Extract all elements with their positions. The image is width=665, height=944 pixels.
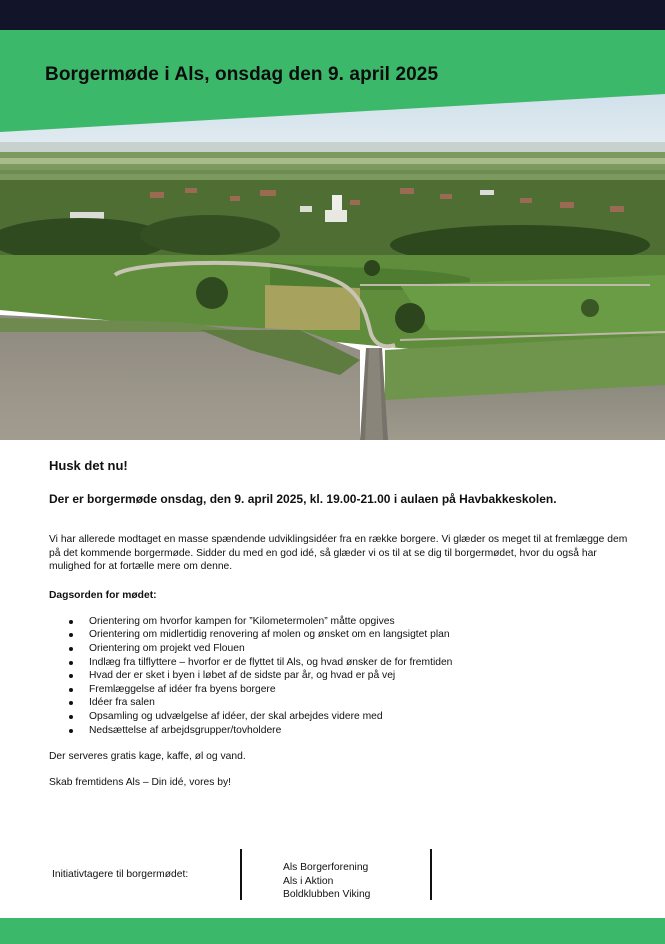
- agenda-heading: Dagsorden for mødet:: [49, 589, 157, 601]
- agenda-item: Orientering om midlertidig renovering af molen og ønsket om en langsigtet plan: [49, 628, 629, 642]
- main-content: [49, 458, 629, 788]
- organization-name: Boldklubben Viking: [283, 889, 371, 901]
- agenda-list: [49, 615, 629, 737]
- top-bar: [0, 0, 665, 30]
- agenda-item: Orientering om hvorfor kampen for ”Kilometermolen” måtte opgives: [49, 615, 629, 629]
- agenda-item: Orientering om projekt ved Flouen: [49, 642, 629, 656]
- organization-name: Als i Aktion: [283, 875, 334, 887]
- initiators-label: Initiativtagere til borgermødet:: [52, 869, 189, 880]
- divider-right: [430, 849, 432, 900]
- slogan: Skab fremtidens Als – Din idé, vores by!: [49, 777, 231, 789]
- agenda-item: Opsamling og udvælgelse af idéer, der skal arbejdes videre med: [49, 710, 629, 724]
- agenda-item: Nedsættelse af arbejdsgrupper/tovholdere: [49, 724, 629, 738]
- meeting-info: Der er borgermøde onsdag, den 9. april 2025, kl. 19.00-21.00 i aulaen på Havbakkeskolen.: [49, 492, 557, 506]
- agenda-item: Idéer fra salen: [49, 696, 629, 710]
- page-title: Borgermøde i Als, onsdag den 9. april 2025: [45, 64, 439, 85]
- agenda-item: Fremlæggelse af idéer fra byens borgere: [49, 683, 629, 697]
- hero-aerial-photo: [0, 30, 665, 440]
- organization-name: Als Borgerforening: [283, 862, 369, 873]
- organizations-list: [283, 861, 370, 902]
- refreshments-note: Der serveres gratis kage, kaffe, øl og vand.: [49, 751, 246, 763]
- intro-paragraph: Vi har allerede modtaget en masse spændende udviklingsidéer fra en række borgere. Vi glæder os meget til at fremlægge dem på det kommende borgermøde. Sidder du med en god idé, så glæder vi os til at se dig til borgermødet, hvor du også har mulighed for at fortælle mere om denne.: [49, 534, 628, 573]
- divider-left: [240, 849, 242, 900]
- agenda-item: Indlæg fra tilflyttere – hvorfor er de flyttet til Als, og hvad ønsker de for fremtiden: [49, 656, 629, 670]
- reminder-heading: Husk det nu!: [49, 458, 128, 473]
- bottom-bar: [0, 918, 665, 944]
- agenda-item: Hvad der er sket i byen i løbet af de sidste par år, og hvad er på vej: [49, 669, 629, 683]
